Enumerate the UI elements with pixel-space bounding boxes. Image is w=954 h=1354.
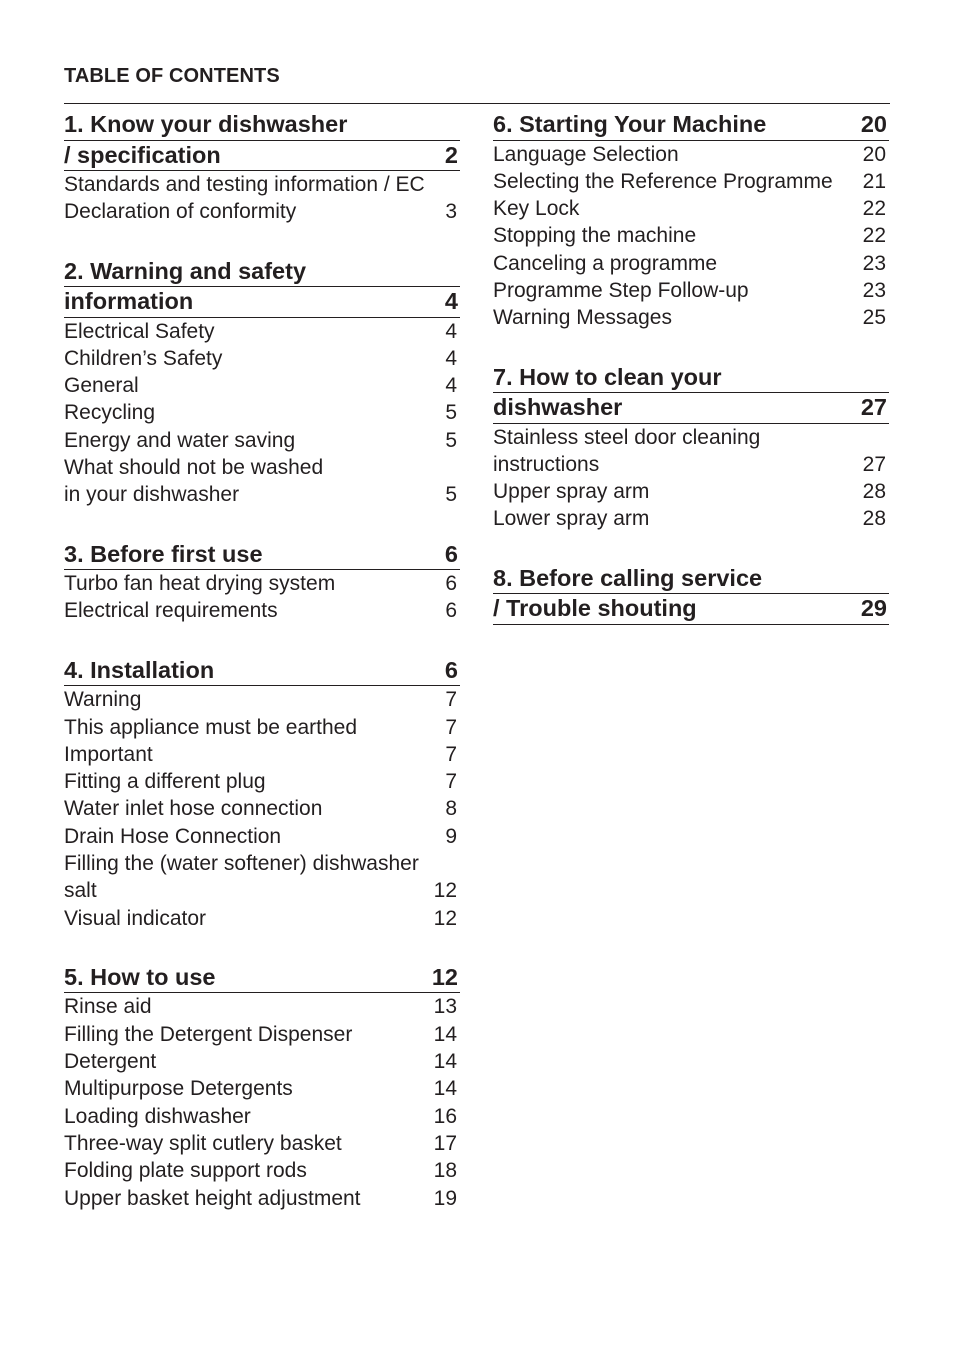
entry-text: Key Lock — [493, 197, 580, 221]
toc-section — [64, 540, 460, 625]
entry-text: Declaration of conformity — [64, 200, 297, 224]
entry-text: salt — [64, 879, 97, 903]
entry-text: Drain Hose Connection — [64, 824, 282, 848]
entry-text: Electrical Safety — [64, 319, 215, 343]
entry-text: Folding plate support rods — [64, 1159, 307, 1183]
toc-entry[interactable] — [493, 277, 889, 304]
toc-entry[interactable] — [64, 454, 460, 481]
entry-text: Warning Messages — [493, 306, 672, 330]
entry-page-number: 20 — [862, 142, 886, 166]
section-page-number: 6 — [444, 656, 458, 683]
toc-entry[interactable] — [64, 1130, 460, 1157]
entry-page-number: 19 — [433, 1186, 457, 1210]
section-page-number: 12 — [431, 963, 458, 990]
entry-page-number: 14 — [433, 1077, 457, 1101]
entry-text: Recycling — [64, 401, 156, 425]
toc-entry[interactable] — [493, 168, 889, 195]
entry-text: Standards and testing information / EC — [64, 173, 425, 196]
toc-entry[interactable] — [64, 768, 460, 795]
section-page-number: 2 — [444, 141, 458, 168]
entry-text: Upper spray arm — [493, 480, 650, 504]
toc-entry[interactable] — [64, 850, 460, 877]
entry-page-number: 5 — [445, 401, 457, 425]
toc-entry[interactable] — [64, 1048, 460, 1075]
entry-page-number: 25 — [862, 306, 886, 330]
toc-entry[interactable] — [64, 345, 460, 372]
entry-page-number: 28 — [862, 507, 886, 531]
entry-page-number: 18 — [433, 1159, 457, 1183]
toc-entry[interactable] — [64, 905, 460, 932]
entry-page-number: 17 — [433, 1131, 457, 1155]
entry-text: Multipurpose Detergents — [64, 1077, 293, 1101]
section-heading[interactable] — [64, 963, 460, 994]
section-heading-text: / specification — [64, 141, 221, 168]
toc-entry[interactable] — [64, 597, 460, 624]
entry-page-number: 5 — [445, 428, 457, 452]
entry-text: Warning — [64, 688, 142, 712]
entry-text: in your dishwasher — [64, 483, 240, 507]
entry-text: Lower spray arm — [493, 507, 650, 531]
section-heading-text: 6. Starting Your Machine — [493, 111, 767, 137]
entry-text: Upper basket height adjustment — [64, 1186, 361, 1210]
toc-section — [64, 963, 460, 1212]
entry-page-number: 16 — [433, 1104, 457, 1128]
toc-section — [493, 110, 889, 332]
entry-page-number: 13 — [433, 995, 457, 1019]
toc-entry[interactable] — [493, 478, 889, 505]
toc-section — [64, 110, 460, 226]
toc-entry[interactable] — [64, 823, 460, 850]
section-heading-text: 4. Installation — [64, 656, 215, 683]
section-page-number: 20 — [860, 111, 887, 137]
section-heading-text: dishwasher — [493, 394, 623, 421]
toc-section — [64, 257, 460, 509]
section-heading[interactable] — [64, 540, 460, 571]
toc-entry[interactable] — [493, 222, 889, 249]
toc-entry[interactable] — [64, 1021, 460, 1048]
entry-text: This appliance must be earthed — [64, 715, 358, 739]
entry-text: Fitting a different plug — [64, 770, 266, 794]
toc-right-column — [493, 110, 889, 656]
section-page-number: 29 — [860, 595, 887, 622]
entry-text: Canceling a programme — [493, 251, 718, 275]
section-heading-text: / Trouble shouting — [493, 595, 697, 622]
toc-entry[interactable] — [64, 372, 460, 399]
entry-page-number: 7 — [445, 742, 457, 766]
toc-entry[interactable] — [64, 1185, 460, 1212]
section-heading[interactable] — [493, 594, 889, 625]
entry-text: Programme Step Follow-up — [493, 278, 749, 302]
page-title: TABLE OF CONTENTS — [64, 65, 280, 87]
section-heading[interactable] — [493, 110, 889, 141]
toc-entry[interactable] — [64, 714, 460, 741]
toc-entry[interactable] — [64, 686, 460, 713]
entry-text: Filling the (water softener) dishwasher — [64, 852, 419, 876]
toc-section — [493, 564, 889, 625]
toc-entry[interactable] — [64, 1075, 460, 1102]
section-heading-text: 5. How to use — [64, 963, 216, 990]
section-heading[interactable] — [493, 393, 889, 424]
section-heading-text: 3. Before first use — [64, 540, 263, 567]
entry-text: Important — [64, 742, 153, 766]
section-heading[interactable] — [64, 141, 460, 172]
section-heading[interactable] — [493, 363, 889, 394]
toc-entry[interactable] — [493, 195, 889, 222]
entry-page-number: 3 — [445, 200, 457, 224]
toc-entry[interactable] — [493, 424, 889, 451]
entry-text: Turbo fan heat drying system — [64, 572, 336, 596]
section-heading-text: 1. Know your dishwasher — [64, 111, 348, 137]
entry-text: Water inlet hose connection — [64, 797, 323, 821]
section-heading[interactable] — [64, 287, 460, 318]
toc-entry[interactable] — [64, 741, 460, 768]
entry-page-number: 7 — [445, 688, 457, 712]
entry-text: Detergent — [64, 1050, 157, 1074]
entry-text: Electrical requirements — [64, 599, 278, 623]
entry-page-number: 14 — [433, 1050, 457, 1074]
entry-page-number: 9 — [445, 824, 457, 848]
section-heading[interactable] — [64, 110, 460, 141]
toc-entry[interactable] — [493, 141, 889, 168]
toc-entry[interactable] — [64, 795, 460, 822]
entry-text: Rinse aid — [64, 995, 152, 1019]
entry-text: Selecting the Reference Programme — [493, 169, 833, 193]
toc-entry[interactable] — [64, 481, 460, 508]
toc-entry[interactable] — [64, 877, 460, 904]
section-heading[interactable] — [64, 257, 460, 288]
section-heading-text: 2. Warning and safety — [64, 257, 307, 284]
entry-text: Stainless steel door cleaning — [493, 425, 761, 449]
toc-entry[interactable] — [64, 1157, 460, 1184]
entry-page-number: 12 — [433, 879, 457, 903]
toc-entry[interactable] — [493, 451, 889, 478]
section-page-number: 4 — [444, 288, 458, 315]
title-divider — [64, 103, 890, 104]
toc-entry[interactable] — [493, 505, 889, 532]
toc-entry[interactable] — [64, 1103, 460, 1130]
entry-page-number: 22 — [862, 224, 886, 248]
toc-section — [493, 363, 889, 533]
entry-text: instructions — [493, 452, 600, 476]
entry-text: Loading dishwasher — [64, 1104, 251, 1128]
entry-page-number: 23 — [862, 278, 886, 302]
entry-text: Energy and water saving — [64, 428, 296, 452]
toc-entry[interactable] — [64, 318, 460, 345]
section-heading[interactable] — [493, 564, 889, 595]
entry-page-number: 4 — [445, 374, 457, 398]
section-page-number: 27 — [860, 394, 887, 421]
entry-page-number: 8 — [445, 797, 457, 821]
toc-entry[interactable] — [64, 399, 460, 426]
toc-entry[interactable] — [64, 570, 460, 597]
section-page-number: 6 — [444, 540, 458, 567]
section-heading-text: information — [64, 288, 194, 315]
entry-page-number: 22 — [862, 197, 886, 221]
entry-text: Visual indicator — [64, 906, 207, 930]
entry-page-number: 28 — [862, 480, 886, 504]
entry-page-number: 14 — [433, 1022, 457, 1046]
entry-page-number: 5 — [445, 483, 457, 507]
toc-section — [64, 656, 460, 932]
entry-text: Three-way split cutlery basket — [64, 1131, 342, 1155]
entry-text: Filling the Detergent Dispenser — [64, 1022, 353, 1046]
entry-text: Stopping the machine — [493, 224, 697, 248]
entry-page-number: 21 — [862, 169, 886, 193]
entry-page-number: 27 — [862, 452, 886, 476]
entry-text: Language Selection — [493, 142, 679, 166]
entry-text: General — [64, 374, 139, 398]
toc-entry[interactable] — [493, 250, 889, 277]
entry-page-number: 6 — [445, 599, 457, 623]
toc-entry[interactable] — [64, 171, 460, 198]
entry-page-number: 12 — [433, 906, 457, 930]
toc-entry[interactable] — [64, 427, 460, 454]
entry-page-number: 23 — [862, 251, 886, 275]
section-heading[interactable] — [64, 656, 460, 687]
entry-page-number: 7 — [445, 715, 457, 739]
toc-entry[interactable] — [493, 304, 889, 331]
entry-page-number: 6 — [445, 572, 457, 596]
toc-entry[interactable] — [64, 993, 460, 1020]
section-heading-text: 8. Before calling service — [493, 564, 763, 591]
section-heading-text: 7. How to clean your — [493, 363, 722, 390]
entry-page-number: 4 — [445, 346, 457, 370]
entry-text: What should not be washed — [64, 456, 324, 480]
entry-page-number: 7 — [445, 770, 457, 794]
entry-page-number: 4 — [445, 319, 457, 343]
toc-left-column — [64, 110, 460, 1243]
entry-text: Children’s Safety — [64, 346, 223, 370]
toc-entry[interactable] — [64, 198, 460, 225]
